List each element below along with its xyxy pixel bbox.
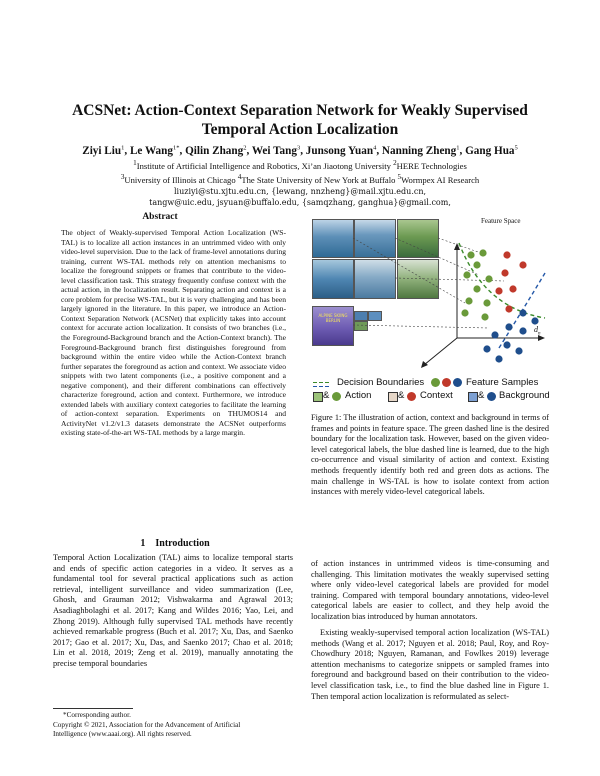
legend-row-2: & Action & Context & Background [311, 390, 551, 403]
legend-action: Action [345, 390, 372, 401]
context-dots [495, 251, 526, 312]
slide-text: ALPINE SKIING BERLIN [318, 313, 348, 323]
link-line-2 [395, 238, 479, 275]
email-line-2: tangw@uic.edu, jsyuan@buffalo.edu, {samqzhang, ganghua}@gmail.com, [149, 197, 451, 207]
author: Junsong Yuan$^4$ [305, 144, 377, 157]
figure-1-caption: Figure 1: The illustration of action, context and background in terms of frames and points in feature space. The green dashed line is the desired boundary for the localization task. However, based on the given video-level categorical labels, the blue dashed line is learned, due to the high co-occurrence and visual similarity of action and context. Existing methods frequently identify both red and green dots as actions. The main challenge in WS-TAL is how to isolate context from action instances with merely video-level categorical labels. [311, 413, 549, 497]
background-dots [483, 309, 538, 362]
footnote-rule [53, 708, 133, 709]
introduction-text-left: Temporal Action Localization (TAL) aims to localize temporal starts and ends of specific action categories in a video. It serves as a fundamental tool for several practical applications such as action retrieval, intelligent surveillance and video summarization (Lee, Ghosh, and Grauman 2012; Vishwakarma and Agrawal 2013; Asadiaghbolaghi et al. 2017; Kang and Wildes 2016; Yao, Lei, and Zhong 2019). Although fully supervised TAL methods have recently achieved remarkable progress (Buch et al. 2017; Xu, Das, and Saenko 2017; Gao et al. 2017; Xu, Das, and Saenko 2017; Chao et al. 2018; Lin et al. 2018, 2019; Zeng et al. 2019), manually annotating the precise temporal boundaries [53, 553, 293, 668]
affiliation-line-2: $^3$University of Illinois at Chicago $^4$The State University of New York at Buffalo $^5$Wormpex AI Research [120, 172, 480, 185]
legend-context: Context [420, 390, 453, 401]
affiliation-line-1: $^1$Institute of Artificial Intelligence and Robotics, Xi’an Jiaotong University $^2$HERE Technologies [133, 159, 467, 171]
legend-feature-samples: Feature Samples [466, 377, 539, 388]
paper-title [60, 101, 540, 139]
title-line-2: Temporal Action Localization [201, 121, 399, 138]
abstract-text: The object of Weakly-supervised Temporal Action Localization (WS-TAL) is to localize all action instances in an untrimmed video with only video-level supervision. Due to the lack of frame-level annotations during training, current WS-TAL methods rely on attention mechanisms to localize the foreground snippets or frames that contribute to the video-level classification task. This strategy frequently confuse context with the actual action, in the localization result. Separating action and context is a core problem for precise WS-TAL, but it is very challenging and has been largely ignored in the literature. In this paper, we introduce an Action-Context Separation Network (ACSNet) that explicitly takes into account context for accurate action localization. It consists of two branches (i.e., the Foreground-Background branch and the Action-Context branch). The Foreground-Background branch first distinguishes foreground from background within the entire video while the Action-Context branch further separates the foreground as action and context. We associate video snippets with two latent components (i.e., a positive component and a negative component), and their different combinations can effectively characterize foreground, action and context. Furthermore, we introduce extended labels with auxiliary context categories to facilitate the learning of action-context separation. Experiments on THUMOS14 and ActivityNet v1.2/v1.3 datasets demonstrate the ACSNet outperforms existing state-of-the-art WS-TAL methods by a large margin. [61, 228, 286, 438]
feature-space-label: Feature Space [481, 217, 521, 225]
introduction-text-right-2: Existing weakly-supervised temporal action localization (WS-TAL) methods (Wang et al. 2017; Nguyen et al. 2018; Paul, Roy, and Roy-Chowdhury 2018; Nguyen, Ramanan, and Fowlkes 2019) leverage attention mechanisms to categorize snippets or sampled frames into foreground and background based on their contribution to the video-level classification task, i.e., to find the blue dashed line in Figure 1. Then temporal action localization is reformulated as select- [311, 628, 549, 701]
footnote-copyright: Copyright © 2021, Association for the Advancement of Artificial Intelligence (www.aaai.org). All rights reserved. [53, 721, 241, 738]
legend-row-1 [311, 376, 551, 389]
abstract-heading: Abstract [142, 212, 178, 222]
axis-diagonal [424, 338, 457, 365]
author-list: Ziyi Liu$^1$, Le Wang$^{1*}$, Qilin Zhang$^2$, Wei Tang$^3$, Junsong Yuan$^4$, Nanning Zheng$^1$, Gang Hua$^5$ [82, 144, 518, 157]
introduction-heading: 1 Introduction [140, 538, 210, 549]
feature-space-plot [309, 213, 547, 371]
affiliations [40, 158, 560, 208]
figure-legend [311, 376, 551, 403]
legend-decision-boundaries: Decision Boundaries [337, 377, 425, 388]
email-line-1: liuziyi@stu.xjtu.edu.cn, {lewang, nnzheng}@mail.xjtu.edu.cn, [173, 186, 427, 196]
author: Ziyi Liu$^1$ [82, 144, 125, 157]
footnote-corresponding: *Corresponding author. [63, 711, 131, 719]
title-line-1: ACSNet: Action-Context Separation Network for Weakly Supervised [72, 102, 528, 119]
introduction-text-right-1: of action instances in untrimmed videos is time-consuming and challenging. This limitation motivates the weakly supervised setting where only video-level categorical labels are provided for model training. Compared with temporal boundary annotations, video-level categorical labels are easier to collect, and they help avoid the localization bias introduced by human annotators. [311, 559, 549, 621]
link-line-5 [353, 325, 489, 328]
author: Qilin Zhang$^2$ [185, 144, 247, 157]
author: Le Wang$^{1*}$ [129, 144, 180, 157]
link-line-1 [353, 238, 465, 303]
author: Wei Tang$^3$ [251, 144, 301, 157]
legend-background: Background [499, 390, 550, 401]
author: Gang Hua$^5$ [465, 144, 518, 157]
author: Nanning Zheng$^1$ [381, 144, 460, 157]
action-dots [461, 249, 492, 320]
axis-label: $d_n$ [534, 325, 541, 337]
figure-1 [309, 213, 547, 371]
